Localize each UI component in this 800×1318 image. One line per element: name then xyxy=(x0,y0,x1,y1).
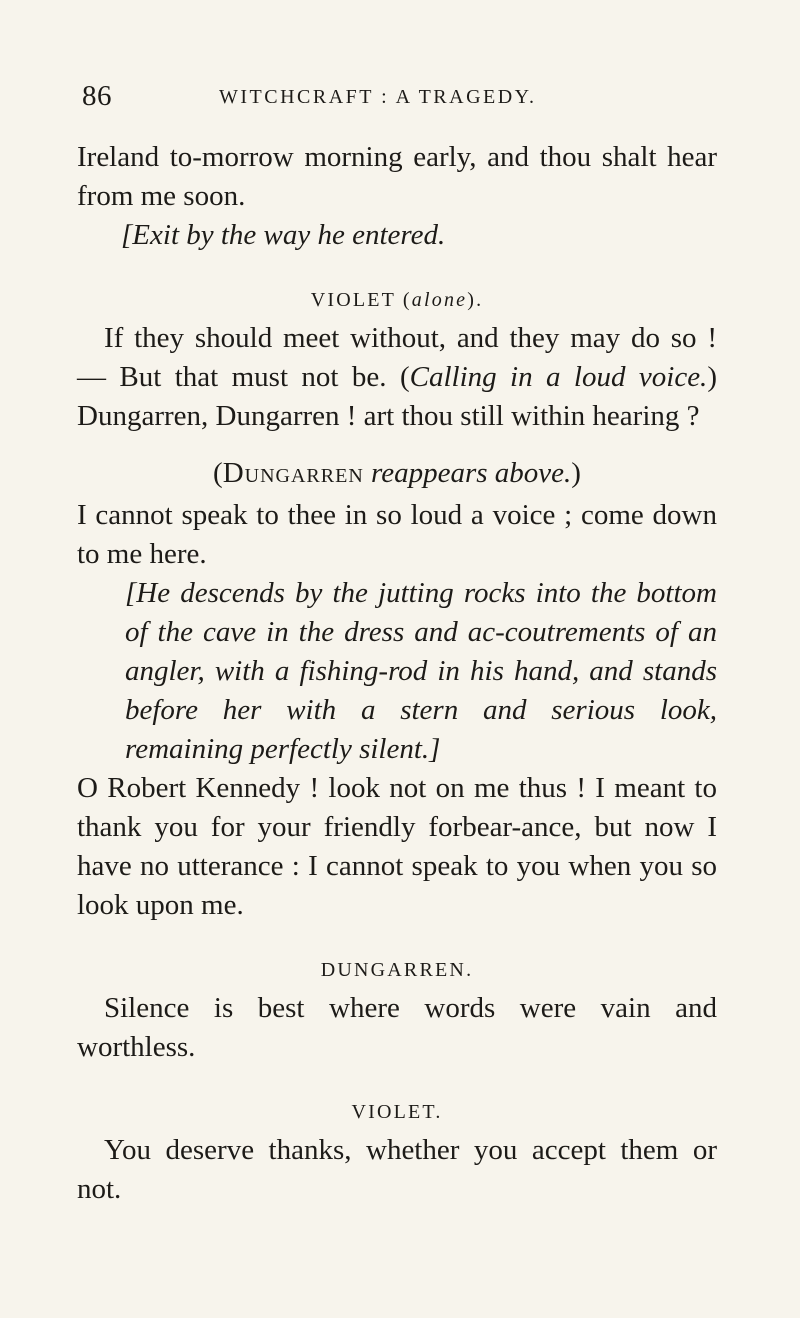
bracket: [ xyxy=(121,219,133,251)
character-name: Dungarren xyxy=(222,457,364,489)
dialogue-paragraph: O Robert Kennedy ! look not on me thus ! I meant to thank you for your friendly forbear-ance, but now I have no utterance : I cannot speak to you when you so look upon me. xyxy=(77,772,717,921)
page-number: 86 xyxy=(82,80,112,112)
stage-direction-reappears: (Dungarren reappears above.) xyxy=(213,457,581,489)
speaker-direction: alone xyxy=(411,289,468,311)
direction-text: reappears above. xyxy=(371,457,572,489)
speaker-heading-dungarren: DUNGARREN. xyxy=(320,959,474,981)
dialogue-paragraph: Silence is best where words were vain and worthless. xyxy=(77,992,717,1063)
speaker-heading-violet: VIOLET (alone). xyxy=(310,289,484,311)
direction-text: He descends by the jutting rocks into the bottom of the cave in the dress and ac-coutrements of an angler, with a fishing-rod in his hand, and stands before her with a stern and serious look, remaining perfectly silent. xyxy=(125,577,717,765)
speaker-name: VIOLET xyxy=(310,289,396,311)
stage-direction-exit xyxy=(77,216,717,255)
inline-direction: Calling in a loud voice. xyxy=(409,361,708,393)
stage-direction-descends: [He descends by the jutting rocks into the bottom of the cave in the dress and ac-coutrements of an angler, with a fishing-rod in his hand, and stands before her with a stern and serious look, remaining perfectly silent.] xyxy=(125,577,717,765)
exit-text: Exit by the way he entered. xyxy=(132,219,446,251)
page-header xyxy=(0,80,800,120)
dialogue-text: If they should meet without, and they may do so ! — But that must not be. xyxy=(77,322,717,393)
dialogue-paragraph: I cannot speak to thee in so loud a voice ; come down to me here. xyxy=(77,499,717,570)
page-body xyxy=(77,138,717,1209)
speaker-heading-violet: VIOLET. xyxy=(351,1101,443,1123)
dialogue-paragraph: If they should meet without, and they may do so ! — But that must not be. (Calling in a loud voice.) Dungarren, Dungarren ! art thou still within hearing ? xyxy=(77,322,717,432)
running-title: WITCHCRAFT : A TRAGEDY. xyxy=(219,86,537,108)
dialogue-line: Ireland to-morrow morning early, and thou shalt hear from me soon. xyxy=(77,141,717,212)
dialogue-text: Dungarren, Dungarren ! art thou still within hearing ? xyxy=(77,400,700,432)
dialogue-paragraph: You deserve thanks, whether you accept them or not. xyxy=(77,1134,717,1205)
